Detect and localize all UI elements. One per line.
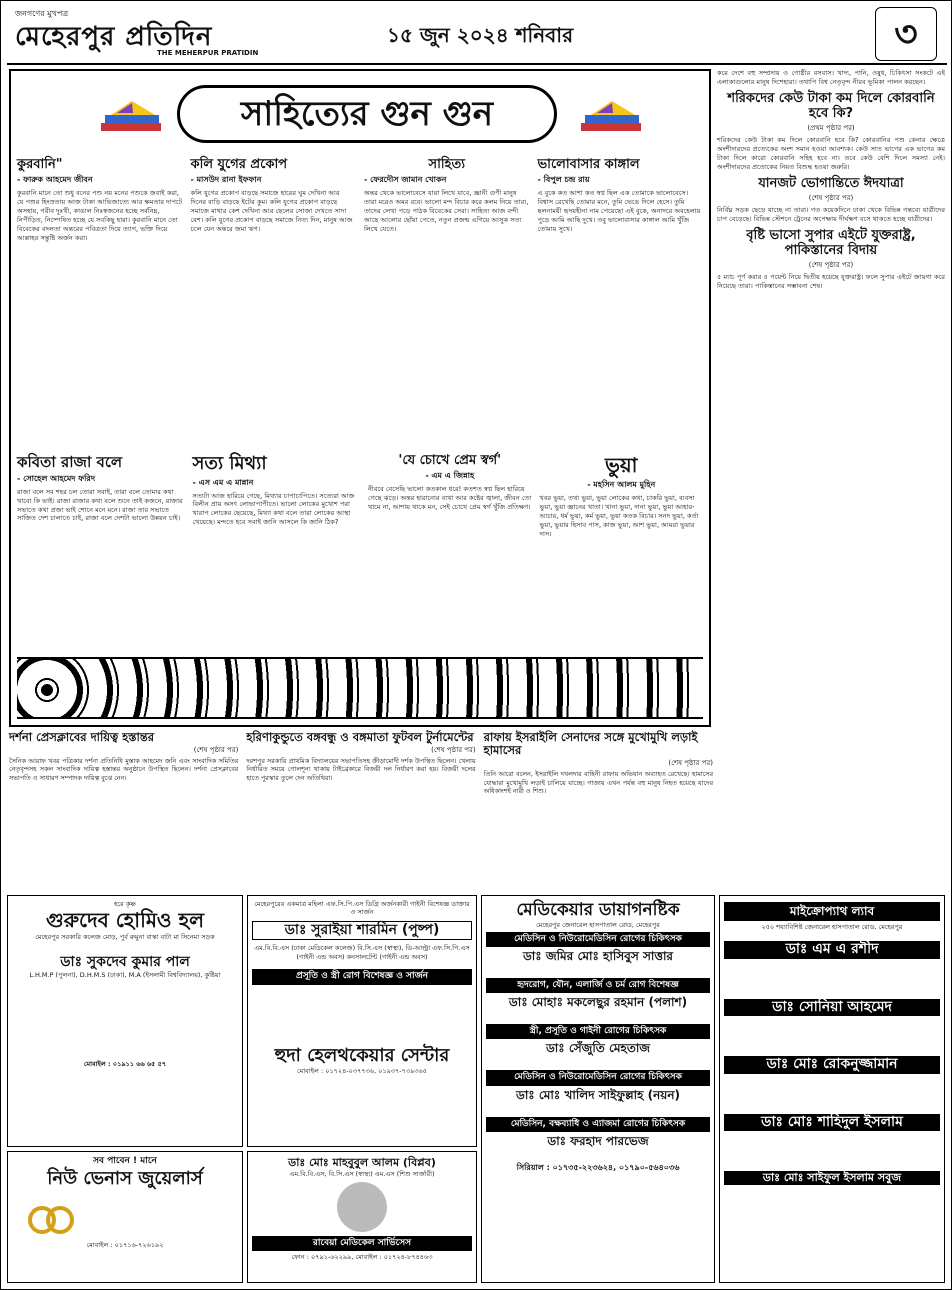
headline: হরিণাকুন্ডুতে বঙ্গবন্ধু ও বঙ্গমাতা ফুটবল টুর্নামেন্টের	[246, 730, 474, 744]
ad-doctor: ডাঃ সুরাইয়া শারমিন (পুষ্প)	[252, 921, 472, 941]
poem	[191, 157, 357, 447]
ad-name: মেডিকেয়ার ডায়াগনষ্টিক	[516, 900, 680, 920]
ad-clinic: হুদা হেলথকেয়ার সেন্টার	[274, 1044, 450, 1066]
continuation-note: (শেষ পৃষ্ঠার পর)	[431, 746, 476, 755]
poems-row-2	[17, 453, 703, 663]
masthead-name: মেহেরপুর প্রতিদিন	[15, 22, 213, 52]
poem	[17, 157, 183, 447]
article-text: দরশপুর সরকারি প্রাথমিক বিদ্যালয়ের সভাপতিসহ ক্রীড়ামোদী দর্শক উপস্থিত ছিলেন। খেলায় নির্ধারিত সময়ে গোলশূন্য থাকায় টাইব্রেকারে বিজয়ী দল নির্ধারণ করা হয়। বিজয়ী দলের হাতে পুরস্কার তুলে দেন অতিথিরা।	[246, 756, 476, 782]
continuation-note: (শেষ পৃষ্ঠার পর)	[668, 759, 713, 768]
ad-doctor: ডাঃ মোহাঃ মকলেছুর রহমান (পলাশ)	[508, 995, 688, 1010]
poem-author: - এম এ জিন্নাহ	[425, 471, 475, 481]
ad-doctor: ডাঃ মোঃ খালিদ সাইফুল্লাহ (নয়ন)	[516, 1087, 680, 1102]
ad-doctor: ডাঃ সোনিয়া আহমেদ	[724, 999, 940, 1017]
ad-rabeya	[247, 1151, 477, 1283]
page-number: ৩	[875, 7, 937, 61]
ad-medicare	[481, 895, 715, 1283]
continuation-note: (শেষ পৃষ্ঠার পর)	[808, 193, 854, 202]
ad-specialty: প্রসূতি ও স্ত্রী রোগ বিশেষজ্ঞ ও সার্জন	[252, 969, 472, 984]
poem-text: অন্তর থেকে ভালোবেসে যারা লিখে যাবে, জ্ঞানী গুণী মানুষ তারা মরেও অমর রবে। ভালো মন্দ বিচার করে কলম নিয়ে তারা, তাদের লেখা পড়ে পাঠক বিবেকের সেরা। সাহিত্য আজ বন্দী আছে আলোর ছোঁয়া পেতে, নতুন প্রজন্ম এগিয়ে আসুক সত্য লিখে যেতে।	[364, 189, 529, 233]
ad-degree: এম.বি.বি.এস (ঢাকা মেডিকেল কলেজ) বি.সি.এস (স্বাস্থ্য), ডি-আল্ট্রা এফ.সি.পি.এস (গাইনী এন্ড অবস) কনসালটেন্ট (গাইনী এন্ড অবস)	[254, 944, 470, 961]
ad-header: মেহেরপুরের একমাত্র মহিলা এফ.সি.পি.এস ডিগ্রি অর্জনকারী গাইনী বিশেষজ্ঞ ডাক্তার ও সার্জন	[254, 900, 470, 917]
continuation-note: (শেষ পৃষ্ঠার পর)	[193, 746, 239, 755]
poem-text: খবর ভুয়া, তথ্য ভুয়া, ভুয়া লোকের কথা, চাকরি ভুয়া, ব্যবসা ভুয়া, ভুয়া জ্ঞানের খাতা। খানা ভুয়া, দানা ভুয়া, ভুয়া আহার-আচার, ধর্ম ভুয়া, কর্ম ভুয়া, ভুয়া কতক বিচার। সনদ ভুয়া, কর্তা ভুয়া, ভুয়ার হিসাব পাস, কাজ ভুয়া, আশ ভুয়া, আমরা ভুয়ার দাস।	[539, 494, 699, 538]
poem-title: 'যে চোখে প্রেম স্বর্গ'	[398, 453, 502, 468]
literature-title: সাহিত্যের গুন গুন	[177, 85, 557, 143]
poem-text: নীরবে বেসেছি ভালো কতকাল ধরে! কতশত স্বপ্ন ছিল হারিয়ে গেছে ঝড়ে। অন্তর হারানোর ব্যথা আর কষ্টের জ্বালা, জীবন তো থামে না, আশায় থাকে মন, সেই চোখে প্রেম স্বর্গ খুঁজি প্রতিক্ষণ।	[368, 485, 532, 512]
news-article	[484, 731, 713, 891]
poem-title: কলি যুগের প্রকোপ	[190, 157, 288, 172]
ad-name: গুরুদেব হোমিও হল	[45, 908, 205, 933]
poem	[540, 453, 704, 663]
ad-jewelers	[7, 1151, 243, 1283]
ad-sub: ২৫০ শয্যাবিশিষ্ট জেনারেল হাসপাতাল রোড, মেহেরপুর	[761, 923, 903, 931]
ad-phone: মোবাইল : ০১৭২৪-০৩৭৭৩৬, ০১৯৩৭-৭৩৯৩৬৫	[297, 1067, 427, 1075]
article-text: তিনি আরো বলেন, ইসরাইলি দখলদার বাহিনী রাফায় অভিযান অব্যাহত রেখেছে। হামাসের যোদ্ধারা মুখোমুখি লড়াই চালিয়ে যাচ্ছে। গাজায় এখন পর্যন্ত বহু মানুষ নিহত হয়েছে যাদের অধিকাংশই নারী ও শিশু।	[483, 770, 713, 796]
ad-specialty: মেডিসিন ও নিউরোমেডিসিন রোগের চিকিৎসক	[486, 932, 710, 947]
headline: বৃষ্টি ভাসো সুপার এইটে যুক্তরাষ্ট্র, পাকিস্তানের বিদায়	[746, 227, 916, 259]
ad-name: মাইক্রোপ্যাথ ল্যাব	[724, 902, 940, 921]
lead-text: করে দেশে বহু সম্প্রদায় ও গোষ্ঠীর বসবাস। খাদ্য, পানি, ওষুধ, চিকিৎসা সংকটে এই এলাকাগুলোর মানুষ দিশেহারা। তথাপি বিশ্ব নেতৃবৃন্দ নীরব ভূমিকা পালন করছেন।	[717, 69, 945, 86]
masthead-name-en: THE MEHERPUR PRATIDIN	[157, 49, 259, 57]
poem	[368, 453, 532, 663]
ad-sub: মেহেরপুর সরকারি কলেজ মোড়, পুর্ব রুমুনা বাস্কা বাটা মা সিনেমা সড়ক	[35, 933, 215, 942]
ad-gyne	[247, 895, 477, 1147]
ad-doctor: ডাঃ সেঁজুতি মেহতাজ	[545, 1041, 651, 1056]
ad-degree: এম.বি.বি.এস, বি.সি.এস (স্বাস্থ্য) এম.এস (শিশু সার্জারী)	[289, 1169, 435, 1178]
ad-phone: মোবাইল : ০১৭১৬-৭২৬১৯২	[86, 1240, 164, 1249]
ad-name: নিউ ভেনাস জুয়েলার্স	[47, 1167, 203, 1189]
ad-doctor: ডাঃ ফরহাদ পারভেজ	[547, 1133, 649, 1148]
ad-micropath	[719, 895, 945, 1283]
ad-phone: সিরিয়াল : ০১৭৩৫-২২৩৬২৪, ০১৭৯০-৫৬৪০৩৬	[516, 1162, 680, 1172]
poem-title: ভুয়া	[605, 453, 638, 477]
poem-author: - মহসিন আলম মুহিন	[587, 480, 656, 489]
article-text: ৫ ম্যাচ পূর্ণ করার ৫ পয়েন্ট নিয়ে দ্বিতীয় হয়েছে যুক্তরাষ্ট্র। ফলে সুপার এইটে জায়গা করে নিয়েছে তারা। পাকিস্তানের সম্ভাবনা শেষ।	[717, 273, 945, 291]
continuation-note: (প্রথম পৃষ্ঠার পর)	[807, 123, 855, 132]
poem-author: - এস এম এ মান্নান	[192, 477, 254, 487]
decorative-border	[17, 657, 703, 719]
news-article	[246, 731, 475, 891]
avatar	[337, 1182, 387, 1232]
poem	[538, 157, 704, 447]
ad-degree: L.H.M.P (পুলনা), D.H.M.S (ঢাকা), M.A (ইসলামী বিশ্ববিদ্যালয়), কুষ্টিয়া	[29, 971, 221, 980]
literature-section	[9, 69, 711, 727]
poems-pair	[368, 453, 703, 663]
ads-section	[7, 895, 947, 1287]
article-text: সৈনিক আরাফ খবর পত্রিকার দর্শনা প্রতিনিধি মুস্তাক আহমেদ জনি এবং সাংবাদিক সমিতির নেতৃবৃন্দসহ সকল সাংবাদিক দায়িত্ব হস্তান্তর অনুষ্ঠানে উপস্থিত ছিলেন। দর্শনা প্রেসক্লাবের সভাপতি ও সাধারণ সম্পাদক দায়িত্ব বুঝে নেন।	[9, 756, 239, 782]
poem-title: ভালোবাসার কাঙ্গাল	[537, 157, 640, 172]
poem-text: রাজা বলে সব শহর চল তোরা সবাই, তারা বলে তোমার কথা খাবো কি ভাই। রাজা রাজার কথা বলে শুনে তাই কজনে, রাজার সভাতে কথা প্রজা ভাই শোনে মনে মনে। রাজা তার সভাতে সাজিত দেশ চালাতে চাই, রাজা বলে দেশটা ভালো উন্নয়ন চাই।	[17, 487, 183, 523]
article-text: নির্বিঘ্ন সড়ক ছেড়ে যাচ্ছে না তারা। গত কয়েকদিনে ঢাকা থেকে বিভিন্ন গন্তব্যে যাত্রীদের চাপ বেড়েছে। বিভিন্ন স্টেশনে ট্রেনের অপেক্ষায় দীর্ঘক্ষণ বসে থাকতে হচ্ছে যাত্রীদের।	[717, 206, 945, 223]
ad-header: সব পাবেন ! মানে	[93, 1156, 157, 1166]
headline: রাফায় ইসরাইলি সেনাদের সঙ্গে মুখোমুখি লড়াই হামাসের	[483, 730, 698, 758]
poem-title: সত্য মিথ্যা	[192, 453, 267, 474]
ad-specialty: স্ত্রী, প্রসূতি ও গাইনী রোগের চিকিৎসক	[486, 1024, 710, 1039]
ad-sub: মেহেরপুর জেনারেল হাসপাতাল রোড, মেহেরপুর	[536, 921, 660, 930]
poem	[193, 453, 361, 663]
ad-header: হরে কৃষ্ণ	[114, 900, 136, 908]
poem-title: কুরবানি"	[17, 157, 63, 172]
poem-title: সাহিত্য	[428, 157, 465, 172]
ad-phone: মোবাইল : ০১৯১১ ৬৬ ৬৫ ৫৭	[83, 1059, 167, 1068]
poem-text: কলি যুগের প্রকোপ বাড়ছে সমাজে হারের ঘুম দেখিনা আর দিনের বাড়ি বাড়ছে ইটের কুম। কলি যুগের প্রকোপ বাড়ছে সমাজে মাথার কেশ দেখিনা আর ছেলের সোজা দেখতে সাদা বেশ। কলি যুগের প্রকোপ বাড়ছে সমাজে নিত্য দিন, মানুষ আজ চলে যেন অন্তরে জমা ঋণ।	[190, 189, 353, 233]
ad-doctor: ডাঃ সুকদেব কুমার পাল	[60, 953, 190, 970]
news-article	[9, 731, 238, 891]
ad-doctor: ডাঃ মোঃ মাহবুবুল আলম (বিপ্লব)	[288, 1156, 436, 1169]
ad-specialty: হৃদরোগ, যৌন, এলার্জি ও চর্ম রোগ বিশেষজ্ঞ	[486, 978, 710, 993]
ad-phone: ফোন : ০৭৯১-৬২২৯৯, মোবাইল : ০১৭২৪-৮৭৪৪৬৩	[291, 1253, 433, 1262]
poem-title: কবিতা রাজা বলে	[17, 453, 123, 471]
books-icon	[97, 97, 167, 137]
poem-text: সত্যটা আজ হারিয়ে গেছে, মিথ্যার চাপাচাপিতে। সত্যেরা আজ বিলীন প্রায় অসৎ লোভাপাপীতে। ভালো লোকের মুখোশ পরা খারাপ লোকের ছেয়েছে, মিথ্যা কথা বলে তারা লোকের আস্থা খেয়েছে। মন্দতে হবে সবাই জানি আসলে কি জানি ঠিক?	[192, 491, 355, 527]
poem	[364, 157, 530, 447]
ad-clinic: রাবেয়া মেডিকেল সার্ভিসেস	[252, 1236, 472, 1251]
books-icon	[577, 97, 647, 137]
literature-banner	[17, 77, 703, 153]
article-text: শরিকদের কেউ টাকা কম দিলে কোরবানি হবে কি? কোরবানির পশু কেনার ক্ষেত্রে অংশীদারদের প্রত্যেকের অংশ সমান হওয়া আবশ্যক। কেউ সাত ভাগের এক ভাগের কম টাকা দিলে কারো কোরবানি সহিহ হবে না। তবে কেউ বেশি দিলে সমস্যা নেই। অংশীদারদের প্রত্যেকের নিয়ত বিশুদ্ধ হওয়া জরুরি।	[717, 136, 945, 172]
ad-doctor: ডাঃ মোঃ রোকনুজ্জামান	[724, 1056, 940, 1074]
poem-author: - ফারুক আহমেদ জীবন	[17, 175, 93, 185]
ad-specialty: মেডিসিন ও নিউরোমেডিসিন রোগের চিকিৎসক	[486, 1070, 710, 1085]
right-column	[717, 69, 945, 889]
ad-doctor: ডাঃ জমির মোঃ হাসিবুস সাত্তার	[522, 948, 674, 963]
headline: যানজট ভোগান্তিতে ঈদযাত্রা	[758, 175, 904, 191]
poem	[17, 453, 185, 663]
ring-icon	[22, 1198, 82, 1238]
continuation-note: (শেষ পৃষ্ঠার পর)	[808, 260, 854, 269]
ad-homeo	[7, 895, 243, 1147]
poem-author: - বিপুল চন্দ্র রায়	[537, 175, 590, 185]
masthead-date: ১৫ জুন ২০২৪ শনিবার	[387, 23, 574, 47]
ad-doctor: ডাঃ মোঃ শাহিদুল ইসলাম	[724, 1114, 940, 1132]
headline: দর্শনা প্রেসক্লাবের দায়িত্ব হস্তান্তর	[9, 730, 155, 744]
ad-specialty: মেডিসিন, বক্ষব্যাধি ও এ্যাজমা রোগের চিকিৎসক	[486, 1117, 710, 1132]
masthead-tagline: জনগণের মুখপত্র	[15, 9, 69, 18]
news-row	[9, 731, 713, 891]
poem-text: এ বুকে কত আশা কত স্বপ্ন ছিল এক তোমাকে ভালোবেসে। বিশ্বাস রেখেছি তোমার মনে, তুমি ভেঙে দিলে হেসে। তুমি ছলনাময়ী হৃদয়হীনা নাম পেয়েছো এই বুকে, অনাদরে অবহেলায় পুড়ে আমি আছি দুখে। তবু ভালোবাসার কাঙ্গাল আমি খুঁজি তোমায় সুখে।	[537, 189, 701, 233]
poem-author: - সোহেল আহমেদ ফরিদ	[17, 473, 96, 483]
poems-row-1	[17, 157, 703, 447]
ad-doctor: ডাঃ এম এ রশীদ	[724, 941, 940, 959]
poem-author: - ফেরদৌস জামান খোকন	[364, 175, 447, 185]
poem-text: কুরবানি মানে তো শুধু বনের পশু নয় মনের পশুকে জবাই করা, যে পশুর হিংস্রতায় আজ টাকা আভিজাত্যে আর ক্ষমতার দাপটে অসহায়, গরীব দুঃখী, কাঙাল নিঃস্বজনের হচ্ছে সর্বনিম্ন, নিপীড়িত, নিষ্পেষিত হচ্ছে যে সবকিছু হারা। কুরবানি মানে তো বিবেকের বদলতা অন্তরের পবিত্রতা দিয়ে ত্যাগ, ভক্তি দিয়ে আল্লাহর সন্তুষ্টি অর্জন করা।	[17, 189, 183, 242]
headline: শরিকদের কেউ টাকা কম দিলে কোরবানি হবে কি?	[727, 90, 935, 122]
poem-author: - মাসউদ রানা ইফফান	[190, 175, 262, 185]
ad-doctor: ডাঃ মোঃ সাইফুল ইসলাম সবুজ	[724, 1171, 940, 1185]
masthead	[7, 5, 947, 65]
